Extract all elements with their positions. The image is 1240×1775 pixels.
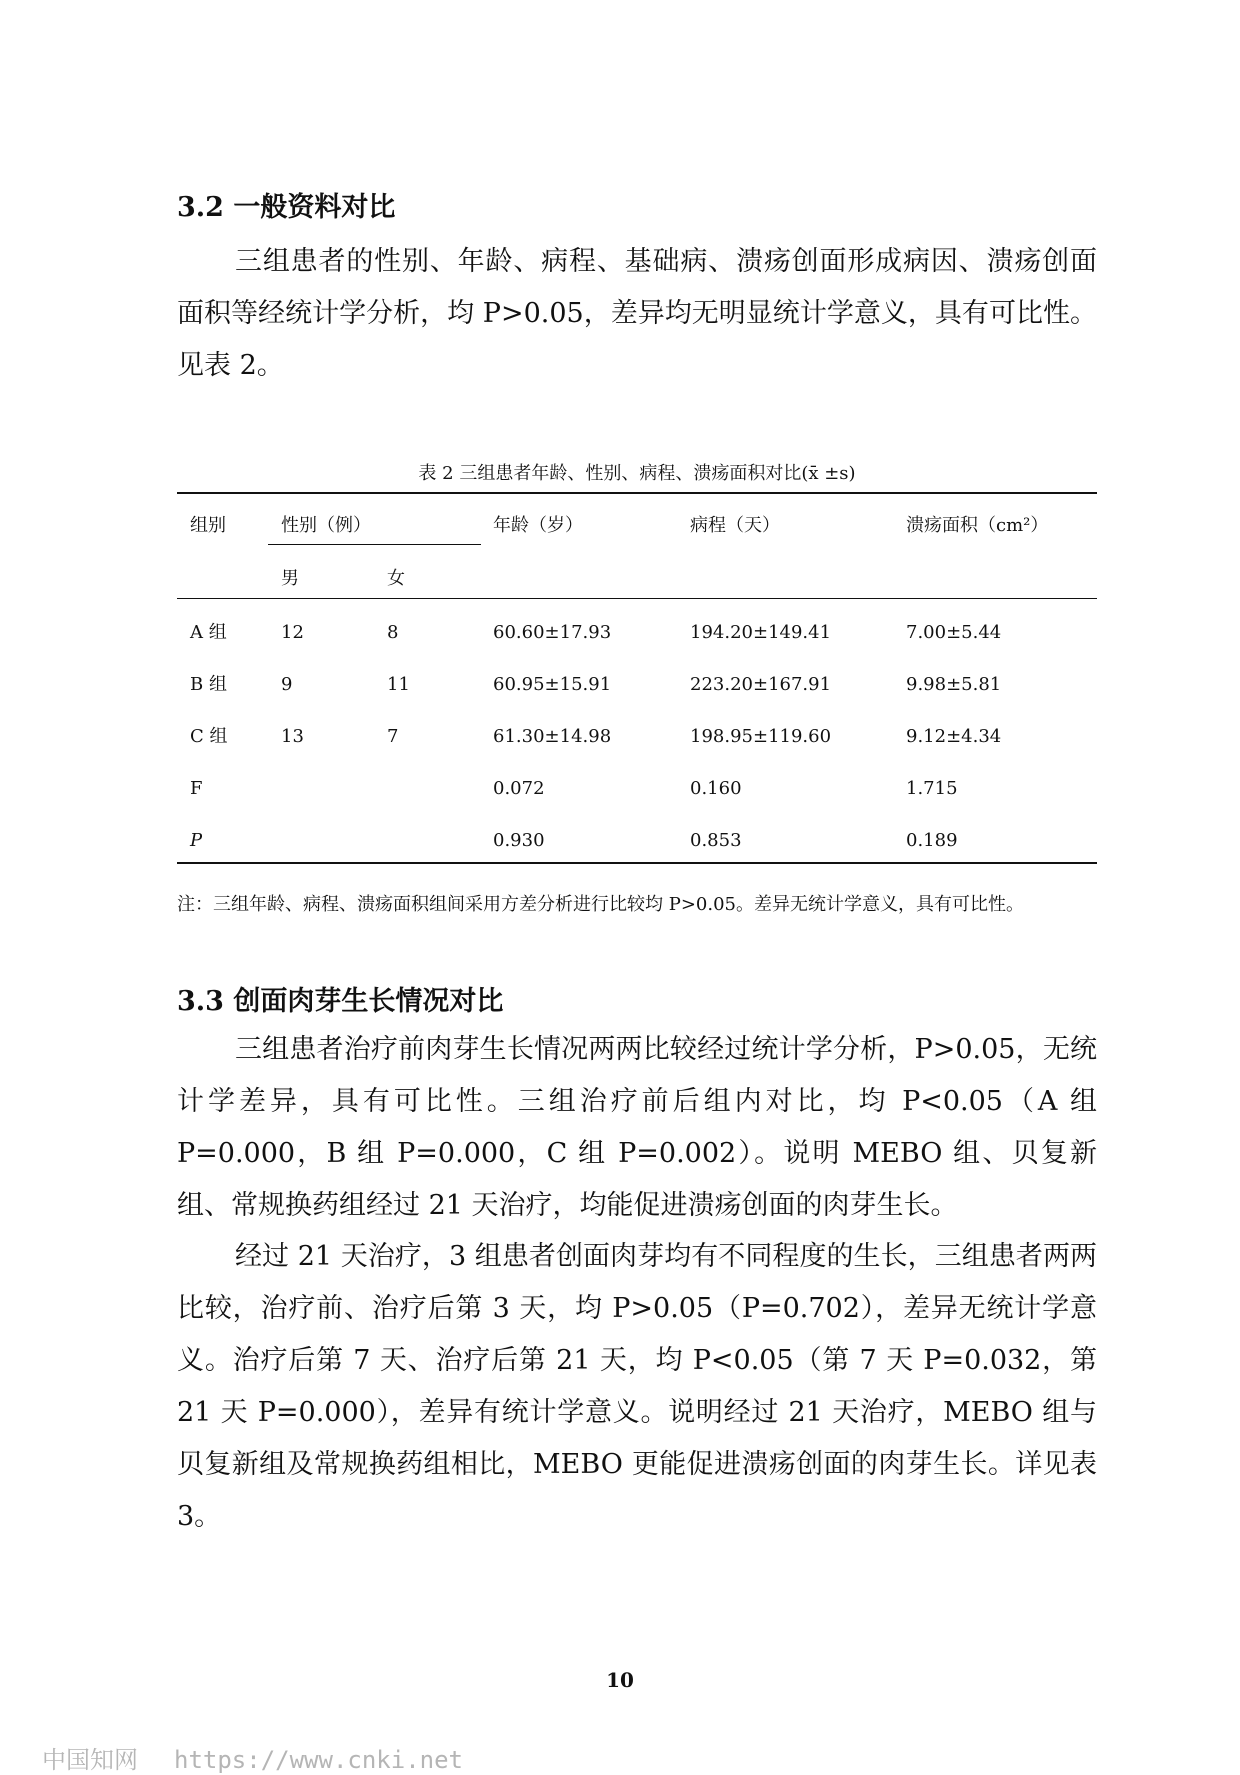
table-cell-male: 13 [281, 726, 304, 747]
table-cell-age: 61.30±14.98 [493, 726, 612, 747]
table-cell-course: 194.20±149.41 [690, 622, 832, 643]
table-header-rule [177, 598, 1097, 599]
table-cell-group: A 组 [190, 622, 227, 643]
table-cell-age: 60.60±17.93 [493, 622, 612, 643]
section-3-3-paragraph-1: 三组患者治疗前肉芽生长情况两两比较经过统计学分析，P>0.05，无统计学差异，具有可比性。三组治疗前后组内对比，均 P<0.05（A 组 P=0.000，B 组 P=0.000，C 组 P=0.002）。说明 MEBO 组、贝复新组、常规换药组经过 21 天治疗，均能促进溃疡创面的肉芽生长。 [177, 1034, 1097, 1221]
section-3-2-paragraph: 三组患者的性别、年龄、病程、基础病、溃疡创面形成病因、溃疡创面面积等经统计学分析，均 P>0.05，差异均无明显统计学意义，具有可比性。见表 2。 [177, 246, 1097, 381]
table-2-note: 注：三组年龄、病程、溃疡面积组间采用方差分析进行比较均 P>0.05。差异无统计学意义，具有可比性。 [177, 894, 1024, 915]
table-cell-area: 7.00±5.44 [906, 622, 1002, 643]
watermark-site-name: 中国知网 [42, 1746, 138, 1774]
table-cell-age: 0.072 [493, 778, 545, 799]
section-3-3-heading: 3.3 创面肉芽生长情况对比 [177, 986, 504, 1017]
table-cell-male: 12 [281, 622, 304, 643]
table-cell-female: 7 [387, 726, 399, 747]
table-sex-underline [268, 544, 481, 545]
table-cell-area: 9.12±4.34 [906, 726, 1002, 747]
table-cell-group: B 组 [190, 674, 227, 695]
table-cell-male: 9 [281, 674, 293, 695]
table-top-rule [177, 492, 1097, 494]
table-cell-area: 9.98±5.81 [906, 674, 1002, 695]
header-sex: 性别（例） [281, 515, 371, 536]
table-cell-female: 11 [387, 674, 410, 695]
section-3-2-heading: 3.2 一般资料对比 [177, 192, 396, 223]
table-cell-course: 0.853 [690, 830, 742, 851]
table-2-caption: 表 2 三组患者年龄、性别、病程、溃疡面积对比(x̄ ±s) [418, 463, 856, 484]
header-age: 年龄（岁） [493, 515, 583, 536]
table-cell-course: 198.95±119.60 [690, 726, 832, 747]
table-cell-area: 1.715 [906, 778, 958, 799]
table-cell-female: 8 [387, 622, 399, 643]
table-cell-area: 0.189 [906, 830, 958, 851]
table-cell-course: 223.20±167.91 [690, 674, 832, 695]
header-group: 组别 [190, 515, 226, 536]
table-cell-group: P [190, 830, 203, 851]
table-cell-course: 0.160 [690, 778, 742, 799]
header-female: 女 [387, 568, 405, 589]
table-cell-age: 60.95±15.91 [493, 674, 612, 695]
table-cell-group: F [190, 778, 203, 799]
table-bottom-rule [177, 862, 1097, 864]
header-course: 病程（天） [690, 515, 780, 536]
header-male: 男 [281, 568, 299, 589]
watermark-url: https://www.cnki.net [174, 1746, 463, 1774]
cnki-watermark [42, 1740, 463, 1775]
table-cell-age: 0.930 [493, 830, 545, 851]
page-number: 10 [606, 1668, 634, 1692]
header-area: 溃疡面积（cm²） [906, 515, 1049, 536]
section-3-3-paragraph-2: 经过 21 天治疗，3 组患者创面肉芽均有不同程度的生长，三组患者两两比较，治疗前、治疗后第 3 天，均 P>0.05（P=0.702），差异无统计学意义。治疗后第 7 天、治疗后第 21 天，均 P<0.05（第 7 天 P=0.032，第 21 天 P=0.000），差异有统计学意义。说明经过 21 天治疗，MEBO 组与贝复新组及常规换药组相比，MEBO 更能促进溃疡创面的肉芽生长。详见表 3。 [177, 1241, 1097, 1532]
table-cell-group: C 组 [190, 726, 228, 747]
